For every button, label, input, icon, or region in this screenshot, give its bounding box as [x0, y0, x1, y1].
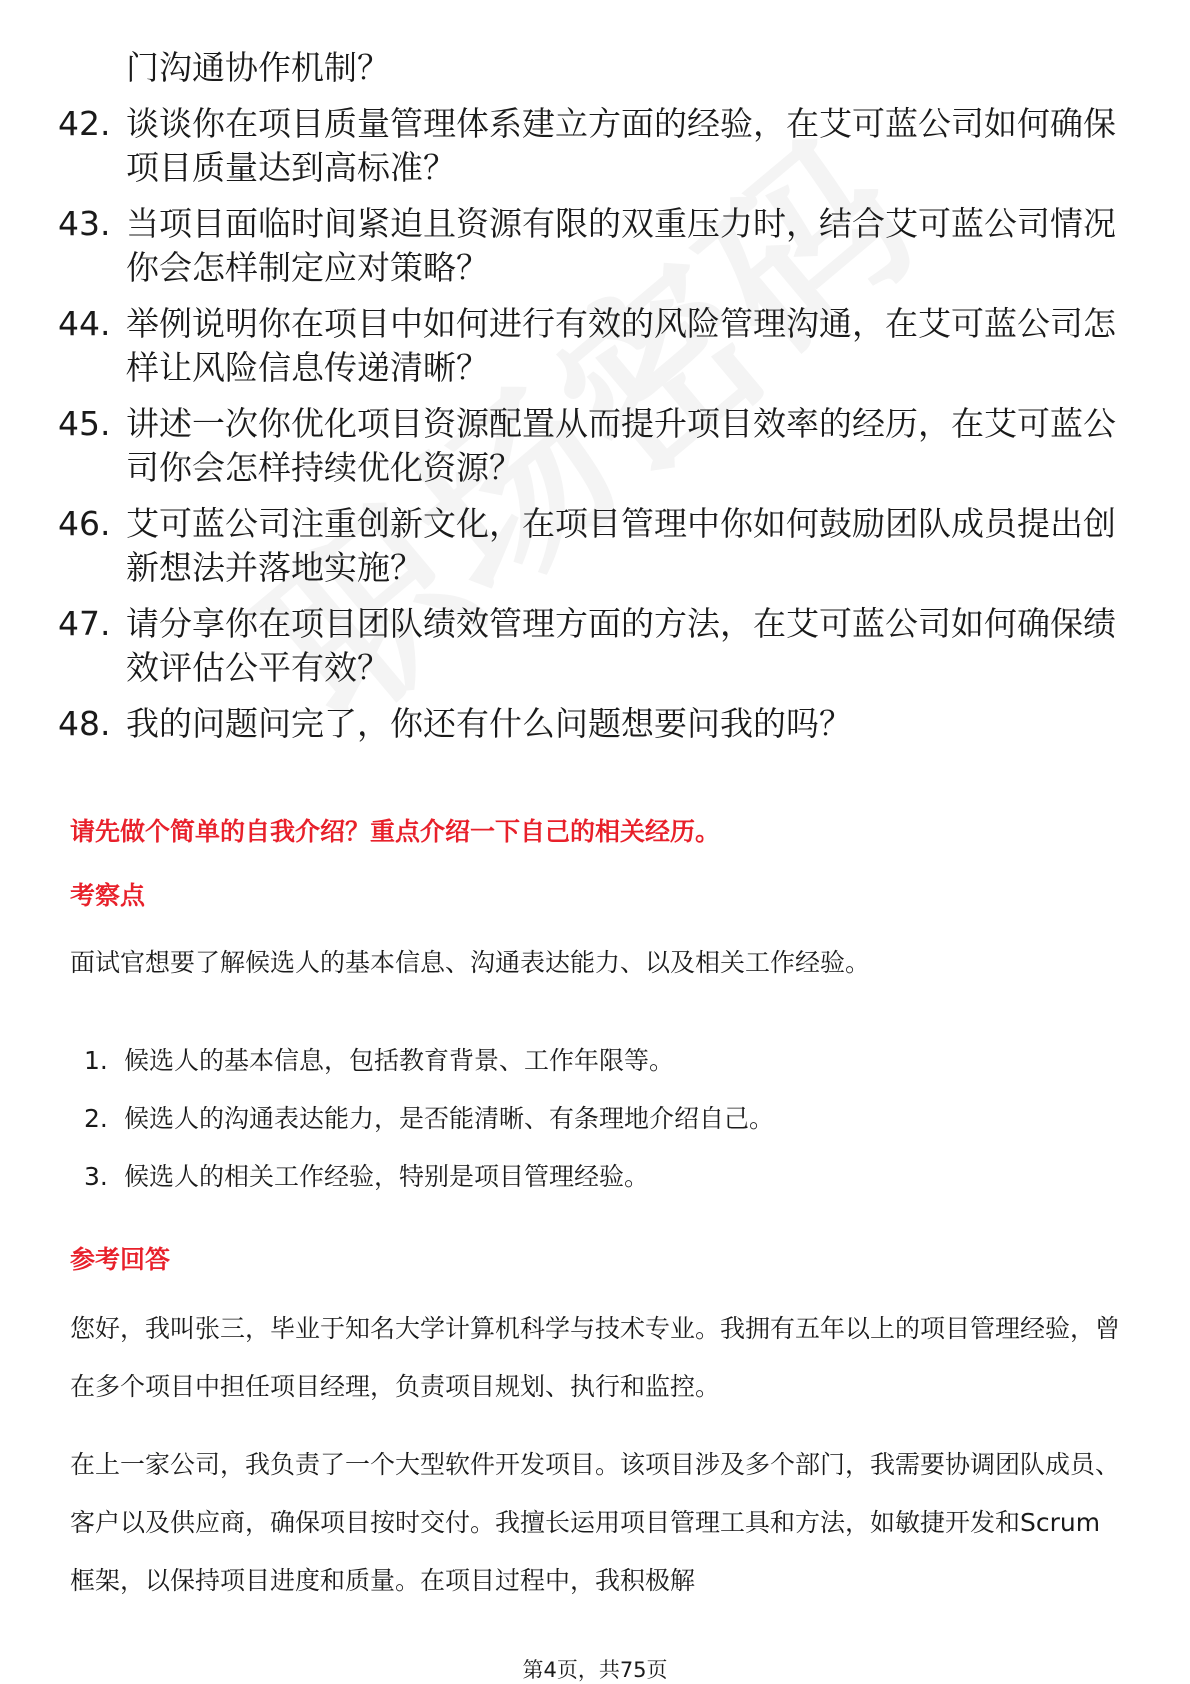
list-text: 候选人的相关工作经验，特别是项目管理经验。	[124, 1162, 650, 1191]
question-number: 43.	[58, 204, 111, 243]
question-text: 艾可蓝公司注重创新文化，在项目管理中你如何鼓励团队成员提出创新想法并落地实施？	[126, 504, 1116, 587]
question-number: 48.	[58, 704, 111, 743]
question-item	[58, 302, 1118, 390]
exam-points-heading: 考察点	[70, 881, 146, 910]
question-item	[58, 402, 1118, 490]
list-number: 1.	[84, 1046, 108, 1075]
question-item	[58, 602, 1118, 690]
list-item	[84, 1032, 1084, 1090]
question-list	[58, 46, 1118, 758]
question-item	[58, 102, 1118, 190]
question-text: 我的问题问完了，你还有什么问题想要问我的吗？	[126, 704, 852, 743]
exam-points-intro: 面试官想要了解候选人的基本信息、沟通表达能力、以及相关工作经验。	[70, 948, 871, 977]
exam-points-list	[84, 1032, 1084, 1206]
page-footer: 第4页，共75页	[522, 1658, 668, 1682]
question-number: 42.	[58, 104, 111, 143]
question-text: 门沟通协作机制？	[126, 48, 390, 87]
question-text: 讲述一次你优化项目资源配置从而提升项目效率的经历，在艾可蓝公司你会怎样持续优化资源？	[126, 404, 1116, 487]
answer-paragraph: 在上一家公司，我负责了一个大型软件开发项目。该项目涉及多个部门，我需要协调团队成员、客户以及供应商，确保项目按时交付。我擅长运用项目管理工具和方法，如敏捷开发和Scrum框架，以保持项目进度和质量。在项目过程中，我积极解	[70, 1450, 1121, 1595]
question-text: 谈谈你在项目质量管理体系建立方面的经验，在艾可蓝公司如何确保项目质量达到高标准？	[126, 104, 1116, 187]
list-text: 候选人的基本信息，包括教育背景、工作年限等。	[124, 1046, 675, 1075]
answer-paragraph: 您好，我叫张三，毕业于知名大学计算机科学与技术专业。我拥有五年以上的项目管理经验，曾在多个项目中担任项目经理，负责项目规划、执行和监控。	[70, 1314, 1121, 1401]
section-question: 请先做个简单的自我介绍？重点介绍一下自己的相关经历。	[70, 817, 721, 846]
question-text: 当项目面临时间紧迫且资源有限的双重压力时，结合艾可蓝公司情况你会怎样制定应对策略？	[126, 204, 1116, 287]
question-item	[58, 46, 1118, 90]
question-text: 请分享你在项目团队绩效管理方面的方法，在艾可蓝公司如何确保绩效评估公平有效？	[126, 604, 1116, 687]
reference-answer-heading: 参考回答	[70, 1245, 171, 1274]
list-number: 3.	[84, 1162, 108, 1191]
question-item	[58, 502, 1118, 590]
question-number: 44.	[58, 304, 111, 343]
question-number: 45.	[58, 404, 111, 443]
question-text: 举例说明你在项目中如何进行有效的风险管理沟通，在艾可蓝公司怎样让风险信息传递清晰？	[126, 304, 1116, 387]
question-item	[58, 202, 1118, 290]
question-number: 47.	[58, 604, 111, 643]
list-text: 候选人的沟通表达能力，是否能清晰、有条理地介绍自己。	[124, 1104, 775, 1133]
list-item	[84, 1090, 1084, 1148]
question-item	[58, 702, 1118, 746]
list-item	[84, 1148, 1084, 1206]
list-number: 2.	[84, 1104, 108, 1133]
question-number: 46.	[58, 504, 111, 543]
